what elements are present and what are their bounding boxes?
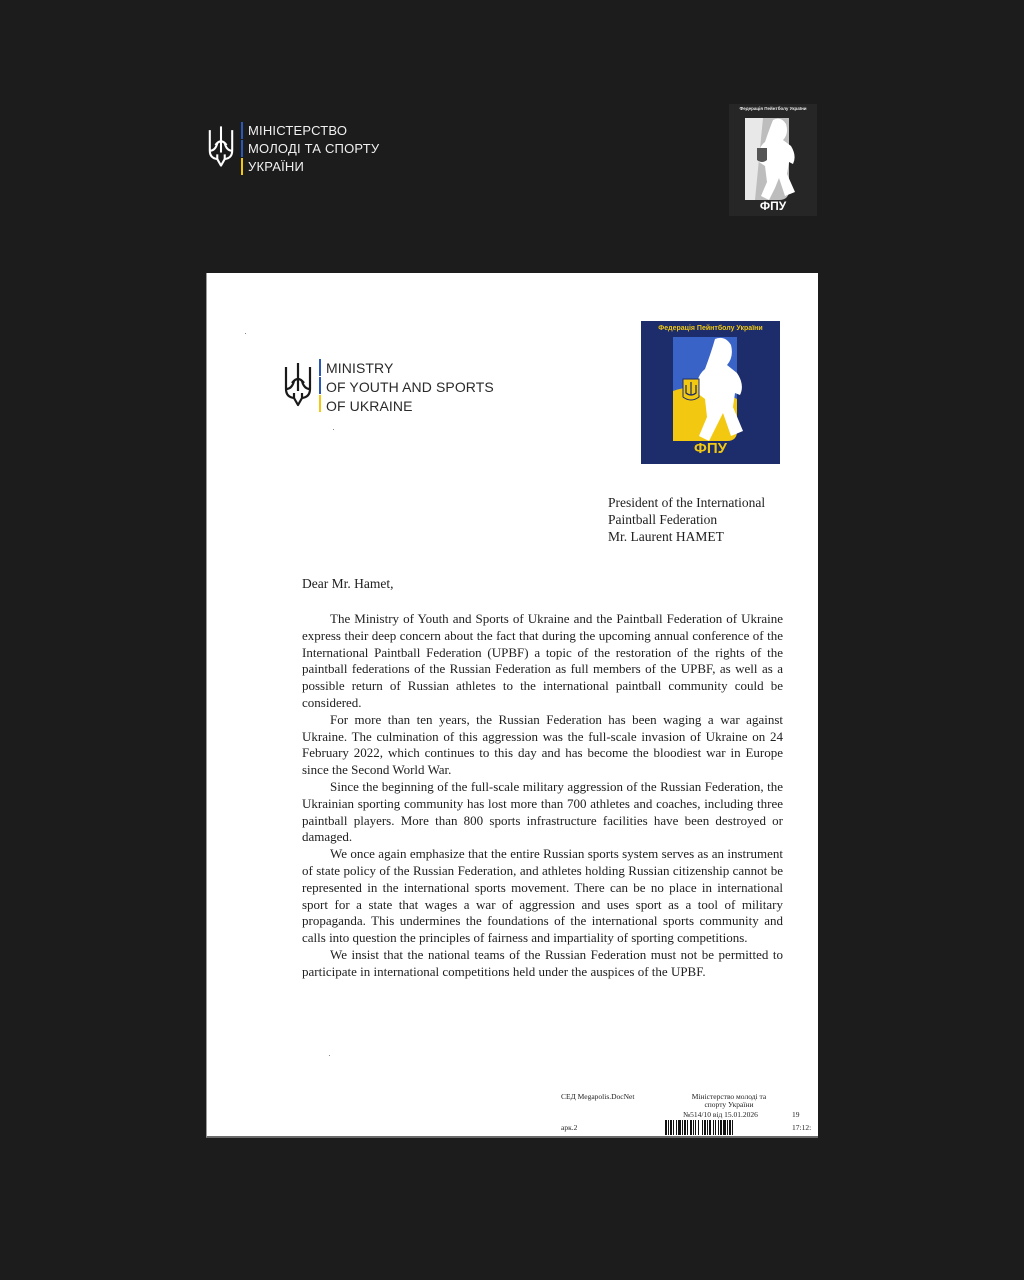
barcode-bar xyxy=(682,1120,683,1135)
barcode-bar xyxy=(715,1120,716,1135)
barcode-bar xyxy=(704,1120,706,1135)
header-fpu-federation: Федерація Пейнтболу України xyxy=(739,106,807,111)
barcode-bar xyxy=(670,1120,672,1135)
barcode-bar xyxy=(718,1120,719,1135)
trident-emblem-icon xyxy=(207,124,235,168)
barcode-bar xyxy=(668,1120,669,1135)
footer-code: 19 xyxy=(792,1110,800,1119)
barcode-bar xyxy=(690,1120,692,1135)
recipient-line: Paintball Federation xyxy=(608,512,718,527)
scan-speck xyxy=(245,333,246,334)
recipient-line: President of the International xyxy=(608,495,766,510)
barcode-bar xyxy=(693,1120,694,1135)
header-ministry-line: МІНІСТЕРСТВО xyxy=(248,123,348,138)
barcode-bar xyxy=(687,1120,688,1135)
header-ministry-line: УКРАЇНИ xyxy=(248,159,305,174)
barcode-bar xyxy=(729,1120,731,1135)
barcode-bar xyxy=(695,1120,696,1135)
footer-reg-number: №514/10 від 15.01.2026 xyxy=(683,1110,758,1119)
letterhead-ministry-line: OF UKRAINE xyxy=(326,398,413,414)
letter-page xyxy=(206,273,818,1138)
header-ministry-line: МОЛОДІ ТА СПОРТУ xyxy=(248,141,380,156)
header-ministry-name xyxy=(248,122,379,176)
barcode-bar xyxy=(702,1120,703,1135)
letter-paragraph: We once again emphasize that the entire Russian sports system serves as an instrument of state policy of the Russian Federation, and athletes holding Russian citizenship cannot be represented in the international sports movement. There can be no place in international sport for a state that wages a war of aggression and uses sport as a tool of military propaganda. This undermines the foundations of the international sports community and calls into question the principles of fairness and impartiality of sporting competitions. xyxy=(302,846,783,946)
footer-system: СЕД Megapolis.DocNet xyxy=(561,1092,635,1101)
scan-speck xyxy=(329,1055,330,1056)
barcode-bar xyxy=(727,1120,728,1135)
barcode-bar xyxy=(723,1120,726,1135)
letter-paragraph: We insist that the national teams of the Russian Federation must not be permitted to participate in international competitions held under the auspices of the UPBF. xyxy=(302,946,783,979)
footer-org-line: Міністерство молоді та xyxy=(691,1092,767,1101)
letterhead-ministry-logo xyxy=(283,359,494,416)
flag-bars xyxy=(319,359,321,413)
letterhead-fpu-abbr: ФПУ xyxy=(694,440,727,457)
barcode xyxy=(665,1120,789,1135)
letter-body xyxy=(302,611,783,981)
letterhead-ministry-line: OF YOUTH AND SPORTS xyxy=(326,379,494,395)
recipient-line: Mr. Laurent HAMET xyxy=(608,529,724,544)
barcode-bar xyxy=(665,1120,667,1135)
barcode-bar xyxy=(676,1120,677,1135)
letter-paragraph: For more than ten years, the Russian Federation has been waging a war against Ukraine. The culmination of this aggression was the full-scale invasion of Ukraine on 24 February 2022, which continues to this day and has become the bloodiest war in Europe since the Second World War. xyxy=(302,711,783,778)
barcode-bar xyxy=(720,1120,722,1135)
scan-speck xyxy=(333,429,334,430)
letterhead-fpu-federation: Федерація Пейнтболу України xyxy=(658,325,763,332)
header-ministry-logo xyxy=(207,122,379,176)
barcode-bar xyxy=(698,1120,699,1135)
flag-bars xyxy=(241,122,243,176)
barcode-bar xyxy=(713,1120,714,1135)
barcode-bar xyxy=(684,1120,686,1135)
header-fpu-abbr: ФПУ xyxy=(759,199,787,213)
barcode-bar xyxy=(673,1120,674,1135)
letterhead-ministry-line: MINISTRY xyxy=(326,360,394,376)
letter-paragraph: The Ministry of Youth and Sports of Ukraine and the Paintball Federation of Ukraine express their deep concern about the fact that during the upcoming annual conference of the International Paintball Federation (UPBF) a topic of the restoration of the rights of the paintball federations of the Russian Federation as full members of the UPBF, as well as a possible return of Russian athletes to the international paintball community could be considered. xyxy=(302,611,783,710)
header-fpu-logo xyxy=(729,104,817,216)
footer-sheet: арк.2 xyxy=(561,1123,578,1132)
letterhead-fpu-logo xyxy=(641,321,780,464)
letterhead-ministry-name xyxy=(326,359,494,416)
footer-org-line: спорту України xyxy=(704,1100,754,1109)
recipient-block xyxy=(608,494,765,545)
letter-paragraph: Since the beginning of the full-scale military aggression of the Russian Federation, the Ukrainian sporting community has lost more than 700 athletes and coaches, including three paintball players. More than 800 sports infrastructure facilities have been destroyed or damaged. xyxy=(302,778,783,845)
barcode-bar xyxy=(732,1120,733,1135)
barcode-bar xyxy=(678,1120,681,1135)
barcode-bar xyxy=(709,1120,711,1135)
footer-time: 17:12: xyxy=(792,1123,812,1132)
salutation: Dear Mr. Hamet, xyxy=(302,576,394,591)
trident-emblem-icon xyxy=(283,361,313,407)
barcode-bar xyxy=(707,1120,708,1135)
